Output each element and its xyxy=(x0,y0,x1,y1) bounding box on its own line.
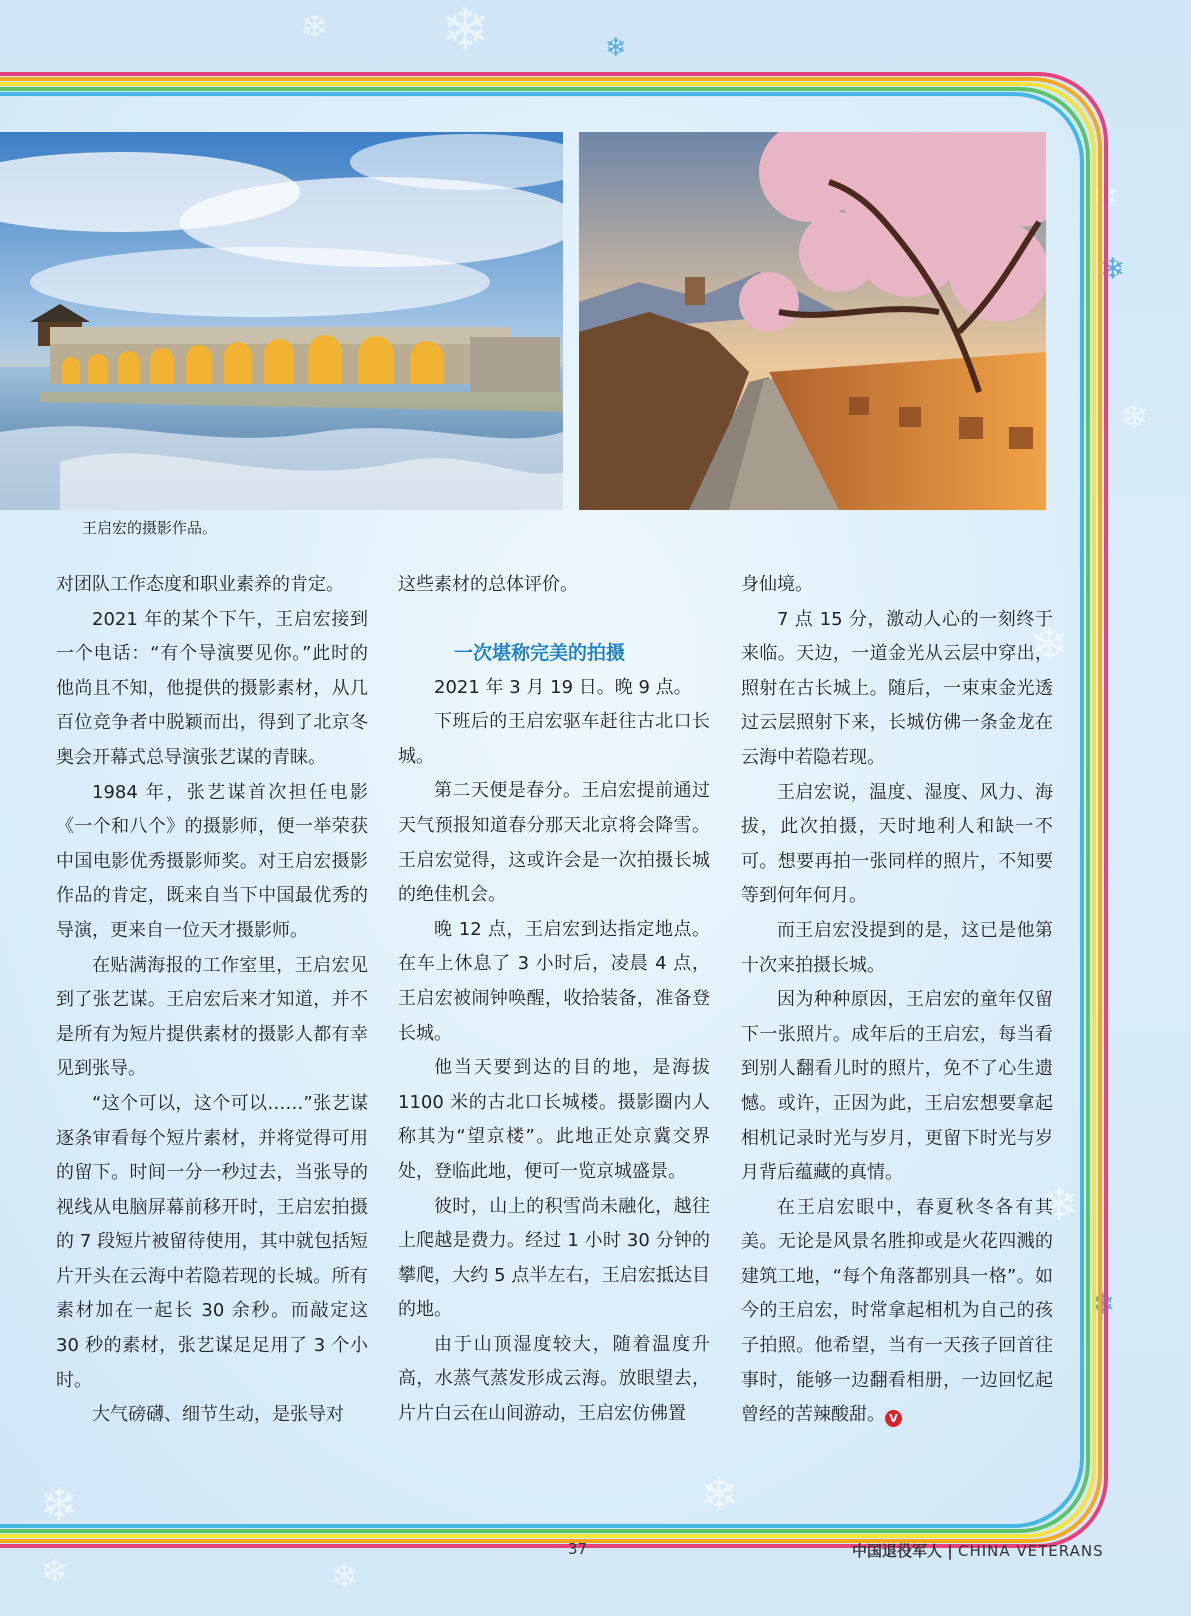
paragraph: 这些素材的总体评价。 xyxy=(398,574,578,595)
paragraph: 7 点 15 分，激动人心的一刻终于来临。天边，一道金光从云层中穿出，照射在古长城上。随后，一束束金光透过云层照射下来，长城仿佛一条金龙在云海中若隐若现。 xyxy=(741,608,1053,768)
magazine-name-cn: 中国退役军人 xyxy=(852,1542,943,1560)
paragraph: 而王启宏没提到的是，这已是他第十次来拍摄长城。 xyxy=(741,919,1053,976)
paragraph: 彼时，山上的积雪尚未融化，越往上爬越是费力。经过 1 小时 30 分钟的攀爬，大约 5 点半左右，王启宏抵达目的地。 xyxy=(398,1195,710,1321)
snowflake-icon: ❄ xyxy=(40,1552,69,1592)
paragraph: 大气磅礴、细节生动，是张导对 xyxy=(92,1404,344,1426)
text-column-1 xyxy=(56,568,368,1433)
section-heading: 一次堪称完美的拍摄 xyxy=(454,641,626,664)
snowflake-icon: ❄ xyxy=(1090,177,1119,217)
brand-separator: | xyxy=(947,1542,953,1560)
bridge-photo xyxy=(0,132,563,510)
text-column-3 xyxy=(741,568,1053,1433)
snowflake-icon: ❄ xyxy=(40,1477,79,1531)
paragraph: 2021 年的某个下午，王启宏接到一个电话：“有个导演要见你。”此时的他尚且不知，他提供的摄影素材，从几百位竞争者中脱颖而出，得到了北京冬奥会开幕式总导演张艺谋的青睐。 xyxy=(56,608,368,768)
magazine-brand xyxy=(852,1540,1104,1561)
paragraph: “这个可以，这个可以……”张艺谋逐条审看每个短片素材，并将觉得可用的留下。时间一分一秒过去，当张导的视线从电脑屏幕前移开时，王启宏拍摄的 7 段短片被留待使用，其中就包括短片开头在云海中若隐若现的长城。所有素材加在一起长 30 余秒。而敲定这 30 秒的素材，张艺谋足足用了 3 个小时。 xyxy=(56,1092,368,1391)
paragraph-last xyxy=(741,1191,1053,1433)
snowflake-icon: ❄ xyxy=(605,33,627,63)
snowflake-icon: ❄ xyxy=(440,0,491,65)
text-column-2 xyxy=(398,568,710,1432)
paragraph: 在贴满海报的工作室里，王启宏见到了张艺谋。王启宏后来才知道，并不是所有为短片提供素材的摄影人都有幸见到张导。 xyxy=(56,954,368,1080)
paragraph: 他当天要到达的目的地，是海拔 1100 米的古北口长城楼。摄影圈内人称其为“望京楼”。此地正处京冀交界处，登临此地，便可一览京城盛景。 xyxy=(398,1057,710,1182)
snowflake-icon: ❄ xyxy=(1030,617,1069,671)
snowflake-icon: ❄ xyxy=(1120,397,1149,437)
snowflake-icon: ❄ xyxy=(300,7,329,47)
snowflake-icon: ❄ xyxy=(700,1467,739,1521)
snowflake-icon: ❄ xyxy=(1100,252,1126,287)
snowflake-icon: ❄ xyxy=(1040,1177,1079,1231)
magazine-name-en: CHINA VETERANS xyxy=(957,1542,1104,1560)
snowflake-icon: ❄ xyxy=(1090,1287,1116,1322)
paragraph: 对团队工作态度和职业素养的肯定。 xyxy=(56,574,344,595)
snowflake-icon: ❄ xyxy=(330,1557,359,1597)
photo-caption: 王启宏的摄影作品。 xyxy=(82,519,218,537)
paragraph: 由于山顶湿度较大，随着温度升高，水蒸气蒸发形成云海。放眼望去，片片白云在山间游动，王启宏仿佛置 xyxy=(398,1333,710,1425)
paragraph: 晚 12 点，王启宏到达指定地点。在车上休息了 3 小时后，凌晨 4 点，王启宏被闹钟唤醒，收拾装备，准备登长城。 xyxy=(398,918,710,1044)
paragraph: 身仙境。 xyxy=(741,574,813,595)
end-mark-icon: V xyxy=(885,1410,902,1427)
paragraph: 1984 年，张艺谋首次担任电影《一个和八个》的摄影师，便一举荣获中国电影优秀摄影师奖。对王启宏摄影作品的肯定，既来自当下中国最优秀的导演，更来自一位天才摄影师。 xyxy=(56,781,368,941)
page-number: 37 xyxy=(568,1540,588,1558)
paragraph: 第二天便是春分。王启宏提前通过天气预报知道春分那天北京将会降雪。王启宏觉得，这或许会是一次拍摄长城的绝佳机会。 xyxy=(398,780,710,906)
paragraph: 下班后的王启宏驱车赶往古北口长城。 xyxy=(398,711,710,767)
great-wall-photo xyxy=(579,132,1046,510)
paragraph-text: 在王启宏眼中，春夏秋冬各有其美。无论是风景名胜抑或是火花四溅的建筑工地，“每个角落都别具一格”。如今的王启宏，时常拿起相机为自己的孩子拍照。他希望，当有一天孩子回首往事时，能够一边翻看相册，一边回忆起曾经的苦辣酸甜。 xyxy=(741,1196,1053,1426)
paragraph: 因为种种原因，王启宏的童年仅留下一张照片。成年后的王启宏，每当看到别人翻看儿时的照片，免不了心生遗憾。或许，正因为此，王启宏想要拿起相机记录时光与岁月，更留下时光与岁月背后蕴藏的真情。 xyxy=(741,989,1053,1184)
paragraph: 2021 年 3 月 19 日。晚 9 点。 xyxy=(434,676,692,698)
paragraph: 王启宏说，温度、湿度、风力、海拔，此次拍摄，天时地利人和缺一不可。想要再拍一张同样的照片，不知要等到何年何月。 xyxy=(741,781,1053,907)
